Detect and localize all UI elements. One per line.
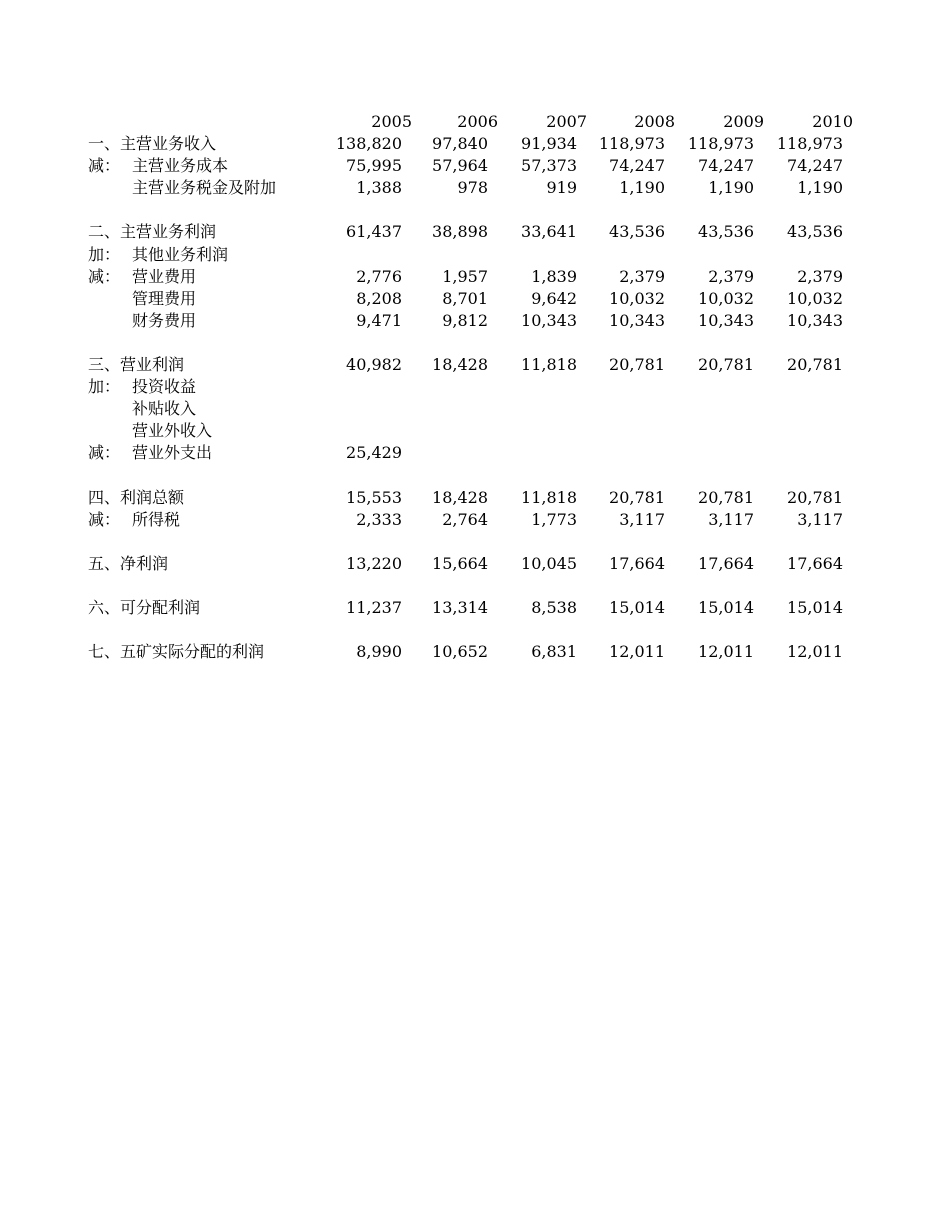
row-label-cell [88, 266, 333, 288]
table-row [88, 332, 843, 354]
value-cell [402, 376, 488, 398]
row-label: 所得税 [132, 509, 181, 529]
value-cell: 17,664 [609, 553, 665, 573]
value-cell: 13,220 [346, 553, 402, 573]
value-cell [665, 244, 754, 266]
row-label-cell [88, 332, 333, 354]
value-cell [754, 376, 843, 398]
table-row [88, 465, 843, 487]
value-cell: 8,990 [356, 642, 402, 662]
row-label-cell [88, 442, 333, 464]
value-cell [754, 244, 843, 266]
value-cell: 2,379 [708, 266, 754, 286]
value-cell [488, 398, 577, 420]
year-header-2009 [665, 111, 764, 133]
value-cell [665, 398, 754, 420]
row-label: 营业费用 [132, 266, 197, 286]
value-cell: 3,117 [619, 509, 665, 529]
row-label-cell [88, 531, 333, 553]
row-label-cell [88, 288, 333, 310]
value-cell: 61,437 [346, 222, 402, 242]
table-row [88, 221, 843, 243]
table-row [88, 155, 843, 177]
value-cell [577, 244, 665, 266]
value-cell [577, 199, 665, 221]
value-cell [665, 420, 754, 442]
value-cell: 91,934 [521, 134, 577, 154]
table-row [88, 531, 843, 553]
table-row [88, 266, 843, 288]
row-label: 七、五矿实际分配的利润 [88, 642, 265, 662]
value-cell: 8,701 [442, 288, 488, 308]
value-cell: 12,011 [609, 642, 665, 662]
value-cell: 3,117 [797, 509, 843, 529]
value-cell: 118,973 [598, 134, 665, 154]
row-label: 其他业务利润 [132, 244, 229, 264]
row-label-cell [88, 575, 333, 597]
value-cell: 2,776 [356, 266, 402, 286]
value-cell: 3,117 [708, 509, 754, 529]
value-cell: 18,428 [432, 355, 488, 375]
year-label: 2007 [546, 112, 587, 131]
value-cell: 1,957 [442, 266, 488, 286]
value-cell: 57,964 [432, 156, 488, 176]
value-cell [333, 244, 402, 266]
row-label-cell [88, 177, 333, 199]
value-cell [402, 442, 488, 464]
value-cell: 74,247 [609, 156, 665, 176]
value-cell [333, 332, 402, 354]
row-label-cell [88, 155, 333, 177]
value-cell [402, 619, 488, 641]
table-row [88, 310, 843, 332]
value-cell: 11,818 [521, 355, 577, 375]
table-row [88, 641, 843, 663]
value-cell: 15,014 [787, 598, 843, 618]
value-cell: 13,314 [432, 598, 488, 618]
value-cell: 97,840 [432, 134, 488, 154]
row-prefix: 加： [88, 244, 121, 264]
value-cell [333, 575, 402, 597]
row-label: 营业外收入 [132, 421, 213, 441]
table-row [88, 133, 843, 155]
value-cell: 8,208 [356, 288, 402, 308]
value-cell [488, 575, 577, 597]
row-label-cell [88, 553, 333, 575]
value-cell [488, 244, 577, 266]
year-label: 2008 [634, 112, 675, 131]
row-label: 五、净利润 [88, 553, 169, 573]
value-cell: 20,781 [787, 487, 843, 507]
value-cell [333, 376, 402, 398]
value-cell: 11,818 [521, 487, 577, 507]
value-cell: 12,011 [698, 642, 754, 662]
value-cell: 1,190 [708, 178, 754, 198]
value-cell [754, 619, 843, 641]
row-label: 财务费用 [132, 310, 197, 330]
value-cell: 10,343 [787, 310, 843, 330]
income-statement-table [88, 111, 853, 663]
value-cell [577, 619, 665, 641]
row-prefix: 减： [88, 156, 121, 176]
row-label-cell [88, 133, 333, 155]
value-cell: 20,781 [609, 355, 665, 375]
row-label: 主营业务成本 [132, 156, 229, 176]
value-cell: 57,373 [521, 156, 577, 176]
value-cell [577, 442, 665, 464]
value-cell [333, 398, 402, 420]
value-cell [754, 531, 843, 553]
value-cell: 8,538 [531, 598, 577, 618]
value-cell [665, 619, 754, 641]
value-cell: 118,973 [776, 134, 843, 154]
row-label: 管理费用 [132, 288, 197, 308]
table-row [88, 575, 843, 597]
row-label-cell [88, 597, 333, 619]
table-row [88, 199, 843, 221]
value-cell: 1,839 [531, 266, 577, 286]
value-cell: 10,045 [521, 553, 577, 573]
value-cell: 20,781 [787, 355, 843, 375]
value-cell: 12,011 [787, 642, 843, 662]
value-cell [577, 376, 665, 398]
table-row [88, 420, 843, 442]
value-cell [577, 531, 665, 553]
value-cell: 15,014 [609, 598, 665, 618]
year-header-2007 [488, 111, 587, 133]
value-cell [577, 332, 665, 354]
value-cell: 1,190 [619, 178, 665, 198]
value-cell: 43,536 [698, 222, 754, 242]
value-cell: 2,333 [356, 509, 402, 529]
value-cell [754, 575, 843, 597]
value-cell [754, 420, 843, 442]
value-cell [488, 332, 577, 354]
table-row [88, 398, 843, 420]
value-cell [333, 531, 402, 553]
value-cell [488, 442, 577, 464]
year-label: 2009 [723, 112, 764, 131]
table-row [88, 597, 843, 619]
value-cell [488, 531, 577, 553]
value-cell: 2,379 [797, 266, 843, 286]
row-label: 营业外支出 [132, 443, 213, 463]
value-cell [665, 575, 754, 597]
year-header-2010 [754, 111, 853, 133]
value-cell: 10,343 [698, 310, 754, 330]
value-cell: 1,773 [531, 509, 577, 529]
value-cell: 9,471 [356, 310, 402, 330]
value-cell [488, 619, 577, 641]
value-cell: 74,247 [787, 156, 843, 176]
value-cell [333, 619, 402, 641]
row-label-cell [88, 310, 333, 332]
value-cell: 40,982 [346, 355, 402, 375]
value-cell: 6,831 [531, 642, 577, 662]
value-cell: 1,388 [356, 178, 402, 198]
row-label: 一、主营业务收入 [88, 134, 217, 154]
value-cell [488, 420, 577, 442]
value-cell [333, 465, 402, 487]
value-cell [577, 465, 665, 487]
row-label-cell [88, 487, 333, 509]
table-row [88, 288, 843, 310]
value-cell [754, 332, 843, 354]
header-label-cell [88, 111, 333, 133]
table-row [88, 487, 843, 509]
value-cell [488, 199, 577, 221]
value-cell [333, 420, 402, 442]
value-cell: 25,429 [346, 443, 402, 463]
value-cell: 15,014 [698, 598, 754, 618]
table-row [88, 619, 843, 641]
table-row [88, 442, 843, 464]
value-cell: 1,190 [797, 178, 843, 198]
row-label: 三、营业利润 [88, 355, 185, 375]
value-cell: 43,536 [609, 222, 665, 242]
row-label-cell [88, 398, 333, 420]
value-cell [665, 531, 754, 553]
value-cell [402, 398, 488, 420]
year-label: 2010 [812, 112, 853, 131]
row-label-cell [88, 420, 333, 442]
value-cell: 978 [457, 178, 488, 198]
row-label-cell [88, 354, 333, 376]
value-cell: 38,898 [432, 222, 488, 242]
row-label: 主营业务税金及附加 [132, 178, 277, 198]
value-cell [402, 420, 488, 442]
year-label: 2006 [457, 112, 498, 131]
value-cell: 15,553 [346, 487, 402, 507]
value-cell: 11,237 [346, 598, 402, 618]
row-label: 二、主营业务利润 [88, 222, 217, 242]
value-cell [402, 575, 488, 597]
value-cell [402, 199, 488, 221]
value-cell [754, 442, 843, 464]
row-label-cell [88, 376, 333, 398]
value-cell [754, 465, 843, 487]
value-cell [333, 199, 402, 221]
year-header-2006 [402, 111, 498, 133]
table-row [88, 354, 843, 376]
value-cell: 2,764 [442, 509, 488, 529]
year-header-row [88, 111, 843, 133]
row-prefix: 减： [88, 509, 121, 529]
value-cell: 118,973 [687, 134, 754, 154]
value-cell: 138,820 [335, 134, 402, 154]
value-cell: 43,536 [787, 222, 843, 242]
value-cell [577, 575, 665, 597]
value-cell [402, 465, 488, 487]
value-cell [665, 199, 754, 221]
value-cell: 2,379 [619, 266, 665, 286]
value-cell: 10,032 [787, 288, 843, 308]
value-cell: 18,428 [432, 487, 488, 507]
value-cell [402, 332, 488, 354]
row-label: 投资收益 [132, 377, 197, 397]
row-label-cell [88, 641, 333, 663]
value-cell: 33,641 [521, 222, 577, 242]
value-cell: 17,664 [698, 553, 754, 573]
value-cell: 9,642 [531, 288, 577, 308]
row-prefix: 减： [88, 443, 121, 463]
year-header-2005 [333, 111, 412, 133]
table-row [88, 177, 843, 199]
value-cell: 10,032 [609, 288, 665, 308]
table-row [88, 244, 843, 266]
value-cell: 20,781 [609, 487, 665, 507]
value-cell [488, 376, 577, 398]
value-cell: 75,995 [346, 156, 402, 176]
row-label-cell [88, 465, 333, 487]
value-cell [577, 398, 665, 420]
value-cell: 17,664 [787, 553, 843, 573]
table-row [88, 509, 843, 531]
value-cell [488, 465, 577, 487]
row-label-cell [88, 244, 333, 266]
value-cell: 10,652 [432, 642, 488, 662]
year-label: 2005 [371, 112, 412, 131]
row-label: 补贴收入 [132, 399, 197, 419]
table-row [88, 376, 843, 398]
value-cell: 15,664 [432, 553, 488, 573]
value-cell [665, 376, 754, 398]
row-label-cell [88, 199, 333, 221]
value-cell [402, 531, 488, 553]
row-label-cell [88, 509, 333, 531]
table-row [88, 553, 843, 575]
value-cell: 10,032 [698, 288, 754, 308]
value-cell [754, 199, 843, 221]
value-cell: 10,343 [609, 310, 665, 330]
value-cell [665, 442, 754, 464]
year-header-2008 [577, 111, 675, 133]
value-cell [577, 420, 665, 442]
value-cell: 20,781 [698, 355, 754, 375]
row-label-cell [88, 221, 333, 243]
value-cell [754, 398, 843, 420]
value-cell [402, 244, 488, 266]
row-label: 四、利润总额 [88, 487, 185, 507]
value-cell: 9,812 [442, 310, 488, 330]
value-cell: 919 [546, 178, 577, 198]
row-label: 六、可分配利润 [88, 598, 201, 618]
value-cell: 10,343 [521, 310, 577, 330]
value-cell [665, 332, 754, 354]
row-prefix: 减： [88, 266, 121, 286]
row-prefix: 加： [88, 377, 121, 397]
value-cell: 20,781 [698, 487, 754, 507]
value-cell: 74,247 [698, 156, 754, 176]
value-cell [665, 465, 754, 487]
row-label-cell [88, 619, 333, 641]
